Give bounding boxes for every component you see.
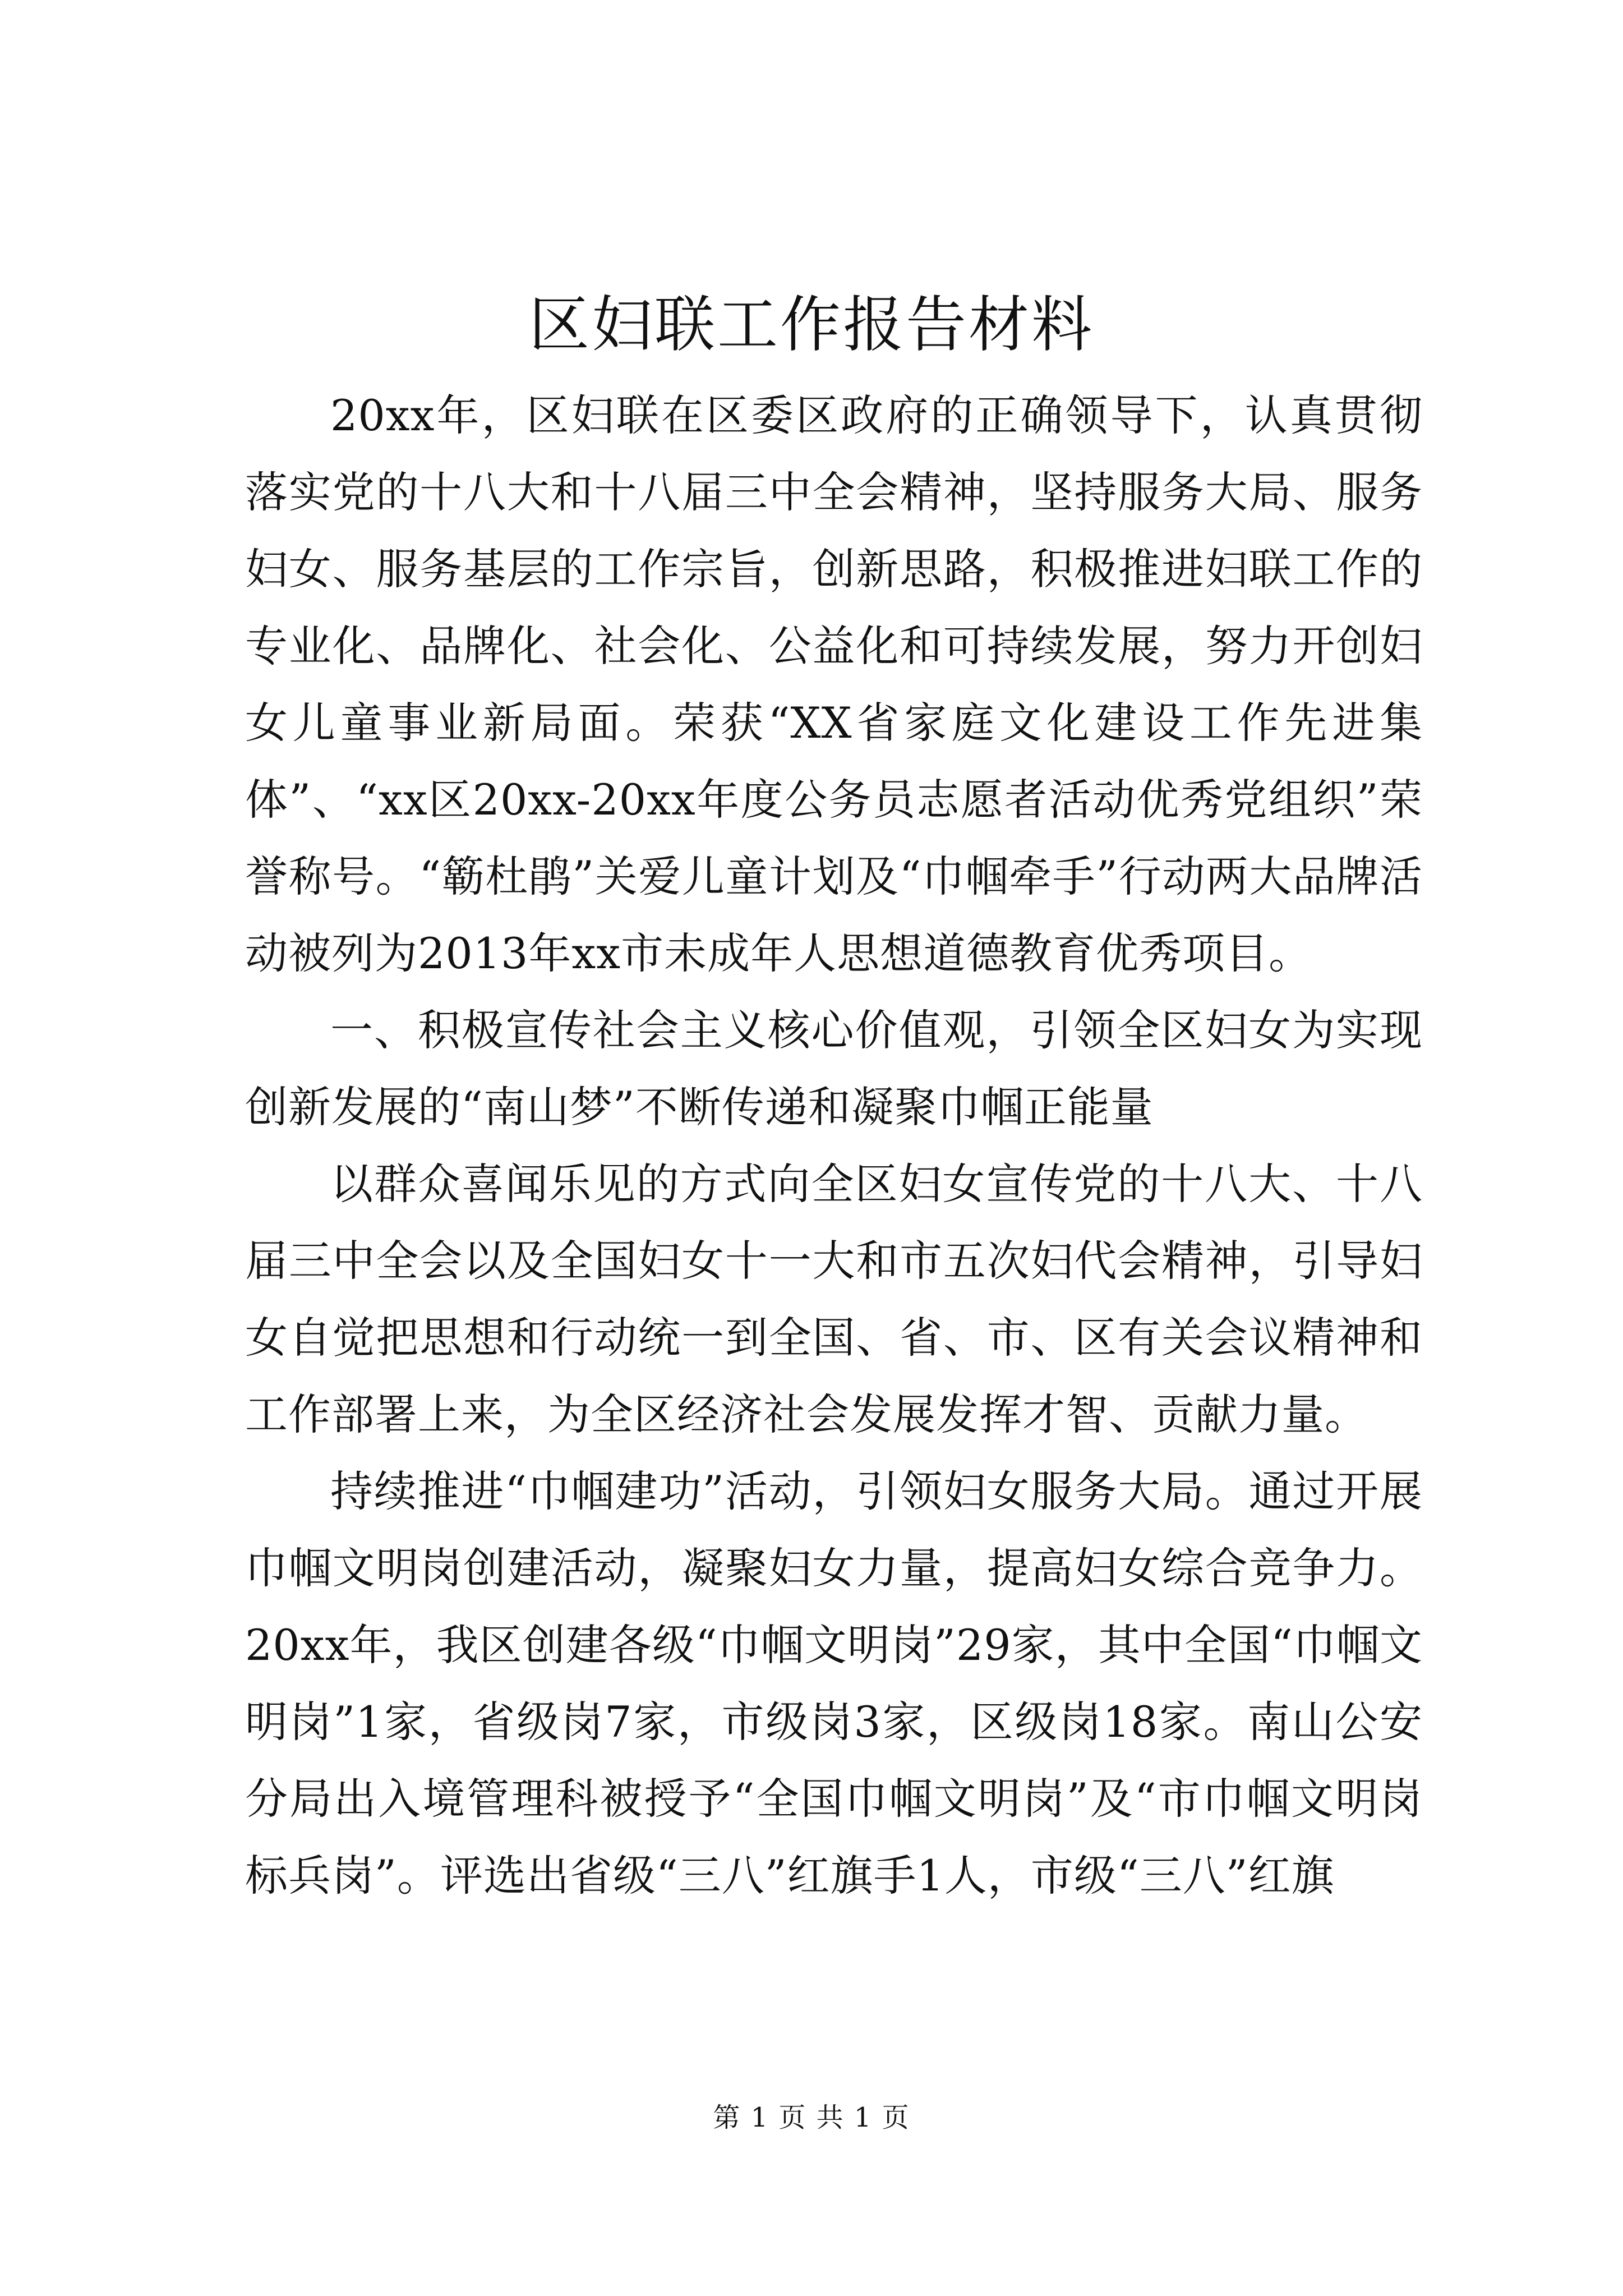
document-body xyxy=(245,377,1423,1914)
page-number-footer: 第 1 页 共 1 页 xyxy=(713,2102,910,2133)
document-title: 区妇联工作报告材料 xyxy=(528,290,1094,360)
paragraph-intro: 20xx年，区妇联在区委区政府的正确领导下，认真贯彻落实党的十八大和十八届三中全会精神，坚持服务大局、服务妇女、服务基层的工作宗旨，创新思路，积极推进妇联工作的专业化、品牌化、社会化、公益化和可持续发展，努力开创妇女儿童事业新局面。荣获“XX省家庭文化建设工作先进集体”、“xx区20xx-20xx年度公务员志愿者活动优秀党组织”荣誉称号。“簕杜鹃”关爱儿童计划及“巾帼牵手”行动两大品牌活动被列为2013年xx市未成年人思想道德教育优秀项目。 xyxy=(245,390,1423,978)
paragraph-section-heading-1: 一、积极宣传社会主义核心价值观，引领全区妇女为实现创新发展的“南山梦”不断传递和凝聚巾帼正能量 xyxy=(245,1005,1423,1132)
paragraph-jinguo-jiangong: 持续推进“巾帼建功”活动，引领妇女服务大局。通过开展巾帼文明岗创建活动，凝聚妇女力量，提高妇女综合竞争力。20xx年，我区创建各级“巾帼文明岗”29家，其中全国“巾帼文明岗”1家，省级岗7家，市级岗3家，区级岗18家。南山公安分局出入境管理科被授予“全国巾帼文明岗”及“市巾帼文明岗标兵岗”。评选出省级“三八”红旗手1人，市级“三八”红旗 xyxy=(245,1466,1423,1901)
paragraph-propaganda: 以群众喜闻乐见的方式向全区妇女宣传党的十八大、十八届三中全会以及全国妇女十一大和市五次妇代会精神，引导妇女自觉把思想和行动统一到全国、省、市、区有关会议精神和工作部署上来，为全区经济社会发展发挥才智、贡献力量。 xyxy=(245,1159,1423,1439)
